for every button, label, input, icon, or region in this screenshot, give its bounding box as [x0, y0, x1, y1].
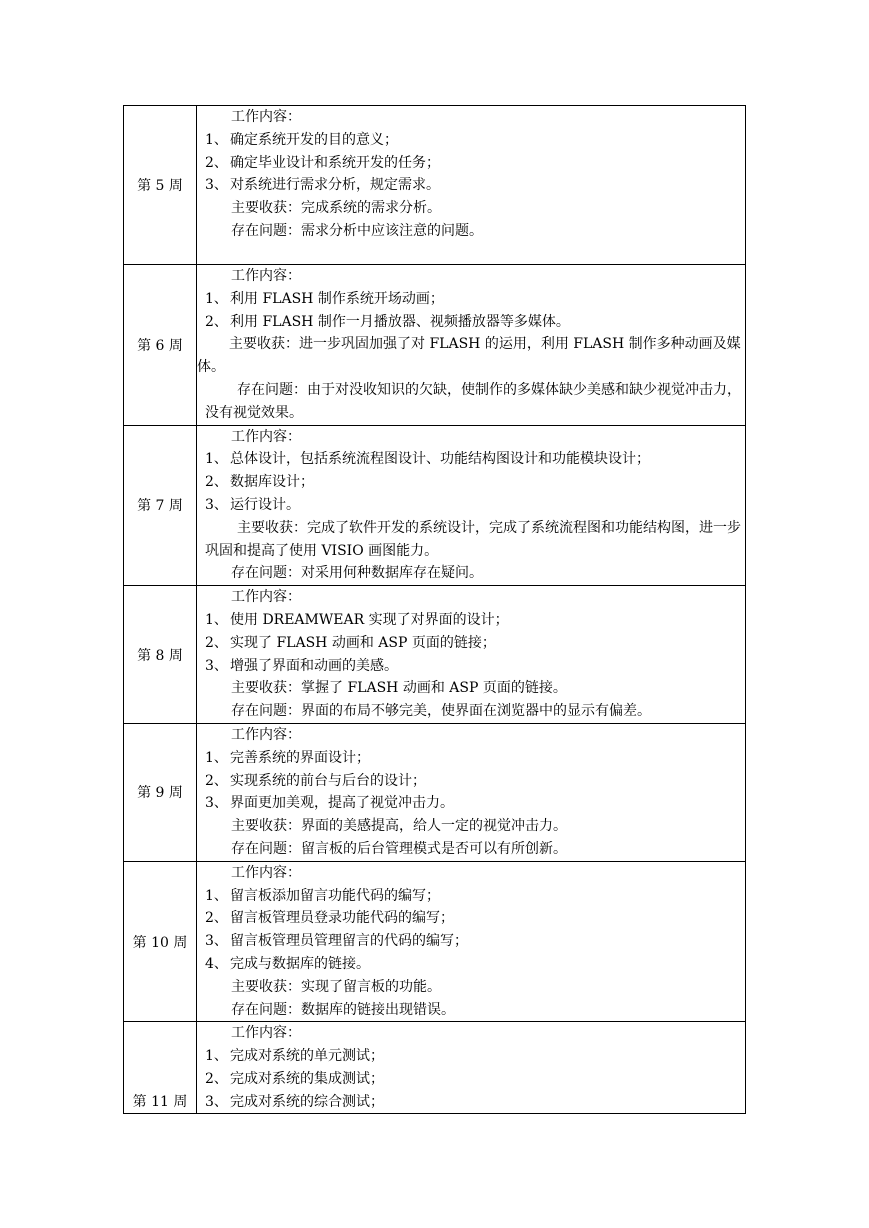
main-gain: 主要收获：进一步巩固加强了对 FLASH 的运用，利用 FLASH 制作多种动画及媒体。 [197, 336, 741, 376]
week-label: 第 7 周 [124, 425, 197, 586]
work-item: 4、 完成与数据库的链接。 [205, 955, 370, 972]
work-item: 3、 留言板管理员管理留言的代码的编写； [205, 933, 468, 950]
work-item: 1、 完成对系统的单元测试； [205, 1048, 384, 1065]
week-content [197, 723, 746, 861]
week-row [124, 265, 746, 426]
work-item: 1、 使用 DREAMWEAR 实现了对界面的设计； [205, 611, 509, 628]
week-content [197, 425, 746, 586]
work-item: 3、 增强了界面和动画的美感。 [205, 657, 398, 674]
work-item: 1、 利用 FLASH 制作系统开场动画； [205, 290, 444, 307]
work-item: 2、 利用 FLASH 制作一月播放器、视频播放器等多媒体。 [205, 313, 570, 330]
work-title: 工作内容： [231, 589, 301, 606]
issue: 存在问题：需求分析中应该注意的问题。 [231, 222, 483, 239]
week-row [124, 106, 746, 265]
work-item: 1、 完善系统的界面设计； [205, 749, 370, 766]
work-item: 1、 确定系统开发的目的意义； [205, 131, 398, 148]
issue: 存在问题：界面的布局不够完美，使界面在浏览器中的显示有偏差。 [231, 703, 651, 720]
work-item: 3、 对系统进行需求分析，规定需求。 [205, 177, 440, 194]
week-label: 第 11 周 [124, 1022, 197, 1114]
weekly-log-table [123, 105, 746, 1114]
work-item: 3、 界面更加美观，提高了视觉冲击力。 [205, 795, 454, 812]
work-item: 3、 完成对系统的综合测试； [205, 1093, 384, 1110]
work-item: 3、 运行设计。 [205, 496, 300, 513]
week-label: 第 10 周 [124, 861, 197, 1022]
work-item: 2、 数据库设计； [205, 474, 314, 491]
issue: 存在问题：由于对没收知识的欠缺，使制作的多媒体缺少美感和缺少视觉冲击力，没有视觉效果。 [205, 381, 741, 421]
work-item: 2、 实现系统的前台与后台的设计； [205, 772, 426, 789]
week-label: 第 9 周 [124, 723, 197, 861]
main-gain: 主要收获：实现了留言板的功能。 [231, 978, 441, 995]
week-row [124, 586, 746, 724]
week-label: 第 6 周 [124, 265, 197, 426]
week-content [197, 861, 746, 1022]
work-item: 1、 总体设计，包括系统流程图设计、功能结构图设计和功能模块设计； [205, 451, 650, 468]
week-row [124, 723, 746, 861]
week-content [197, 265, 746, 426]
work-item: 2、 留言板管理员登录功能代码的编写； [205, 910, 454, 927]
work-title: 工作内容： [231, 726, 301, 743]
week-label: 第 8 周 [124, 586, 197, 724]
work-title: 工作内容： [231, 268, 301, 284]
work-item: 2、 确定毕业设计和系统开发的任务； [205, 154, 440, 171]
week-content [197, 106, 746, 265]
week-label: 第 5 周 [124, 106, 197, 265]
week-content [197, 1022, 746, 1114]
work-item: 1、 留言板添加留言功能代码的编写； [205, 887, 440, 904]
work-title: 工作内容： [231, 1025, 301, 1042]
issue: 存在问题：数据库的链接出现错误。 [231, 1001, 455, 1018]
work-title: 工作内容： [231, 864, 301, 881]
main-gain: 主要收获：完成了软件开发的系统设计，完成了系统流程图和功能结构图，进一步巩固和提高了使用 VISIO 画图能力。 [205, 519, 741, 559]
issue: 存在问题：留言板的后台管理模式是否可以有所创新。 [231, 840, 567, 857]
issue: 存在问题：对采用何种数据库存在疑问。 [231, 565, 483, 582]
work-title: 工作内容： [231, 428, 301, 445]
week-content [197, 586, 746, 724]
main-gain: 主要收获：界面的美感提高，给人一定的视觉冲击力。 [231, 818, 567, 835]
work-item: 2、 实现了 FLASH 动画和 ASP 页面的链接； [205, 634, 496, 651]
week-row [124, 425, 746, 586]
main-gain: 主要收获：掌握了 FLASH 动画和 ASP 页面的链接。 [231, 680, 567, 697]
week-row [124, 861, 746, 1022]
week-row [124, 1022, 746, 1114]
work-title: 工作内容： [231, 109, 301, 125]
main-gain: 主要收获：完成系统的需求分析。 [231, 200, 441, 217]
work-item: 2、 完成对系统的集成测试； [205, 1070, 384, 1087]
